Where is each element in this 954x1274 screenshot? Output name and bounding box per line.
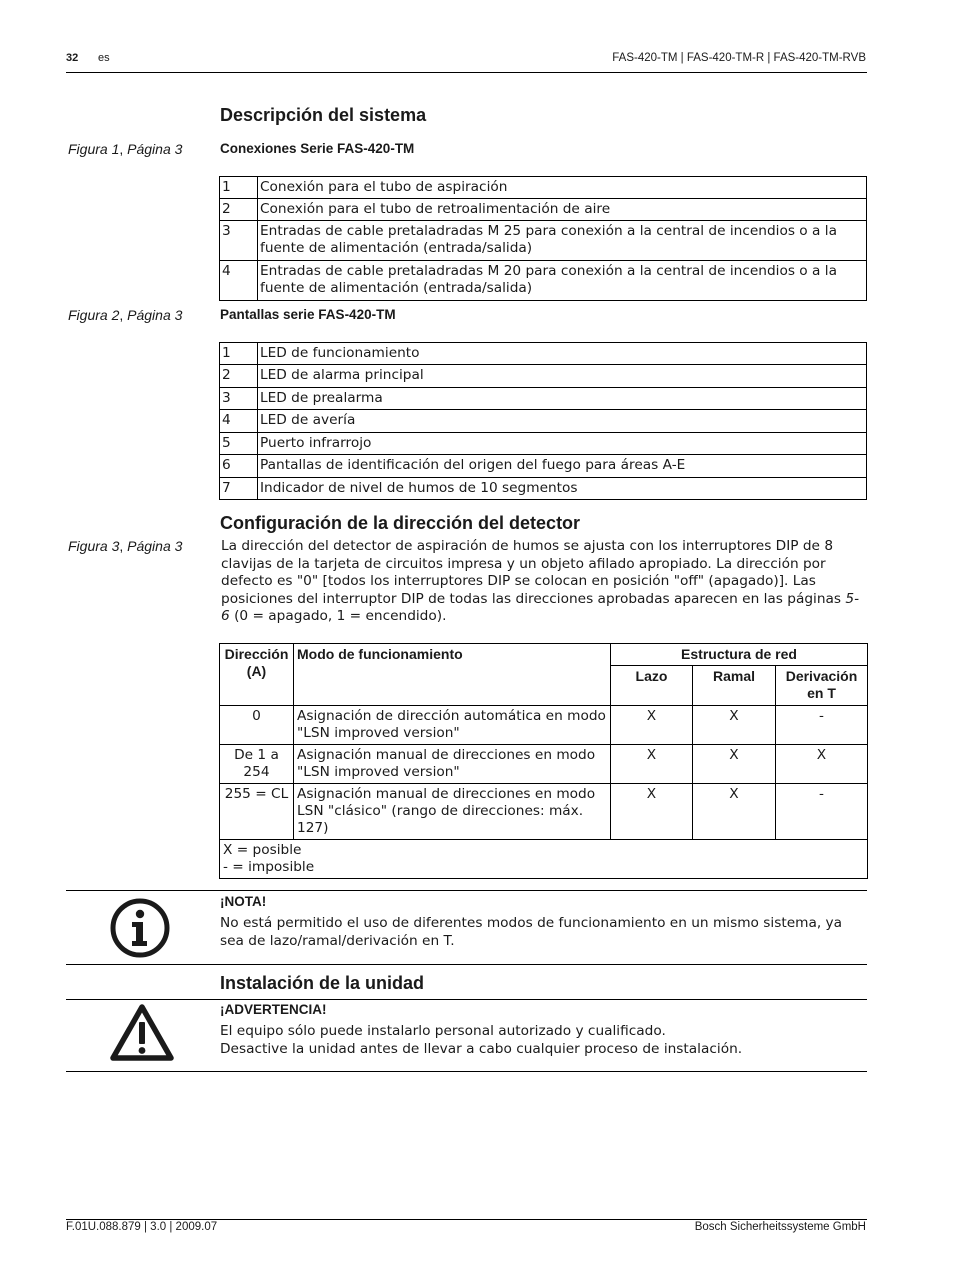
- row-stub: X: [693, 745, 776, 784]
- row-description: LED de funcionamiento: [258, 343, 867, 365]
- row-stub: X: [693, 706, 776, 745]
- row-description: Conexión para el tubo de retroalimentación de aire: [258, 199, 867, 221]
- row-mode: Asignación manual de direcciones en modo "LSN improved version": [294, 745, 611, 784]
- row-description: LED de prealarma: [258, 388, 867, 410]
- connections-table: [219, 176, 867, 301]
- row-address: 0: [220, 706, 294, 745]
- row-description: Puerto infrarrojo: [258, 433, 867, 455]
- legend-impossible: - = imposible: [223, 859, 315, 875]
- row-number: 4: [220, 410, 258, 433]
- figure-2-label: Figura 2: [68, 307, 120, 323]
- section-title-install: Instalación de la unidad: [220, 973, 425, 993]
- col-header-loop: Lazo: [611, 666, 693, 706]
- warning-line-2: Desactive la unidad antes de llevar a cabo cualquier proceso de instalación.: [220, 1040, 743, 1057]
- warning-line-1: El equipo sólo puede instalarlo personal autorizado y cualificado.: [220, 1023, 666, 1039]
- figure-1-ref: [68, 141, 182, 157]
- warning-icon: [108, 1002, 176, 1064]
- row-number: 1: [220, 177, 258, 199]
- document-id: F.01U.088.879 | 3.0 | 2009.07: [66, 1221, 218, 1233]
- table-row: [220, 261, 867, 301]
- info-icon: [108, 896, 172, 960]
- warning-title: ¡ADVERTENCIA!: [220, 1002, 327, 1017]
- table-row: [220, 706, 868, 745]
- row-loop: X: [611, 706, 693, 745]
- row-description: Entradas de cable pretaladradas M 25 para conexión a la central de incendios o a la fuente de alimentación (entrada/salida): [258, 221, 867, 261]
- row-description: Conexión para el tubo de aspiración: [258, 177, 867, 199]
- row-description: Indicador de nivel de humos de 10 segmentos: [258, 478, 867, 500]
- row-tee: -: [776, 706, 868, 745]
- row-stub: X: [693, 784, 776, 840]
- table-row: [220, 784, 868, 840]
- figure-2-ref: [68, 307, 182, 323]
- address-table: [219, 643, 868, 879]
- warning-text: [220, 1023, 870, 1058]
- note-rule-top: [66, 890, 867, 891]
- table-legend: [220, 840, 868, 879]
- table-row: [220, 455, 867, 478]
- row-number: 2: [220, 365, 258, 388]
- figure-1-page: Página 3: [127, 141, 183, 157]
- row-number: 2: [220, 199, 258, 221]
- figure-2-sep: ,: [119, 307, 128, 323]
- row-mode: Asignación manual de direcciones en modo LSN "clásico" (rango de direcciones: máx. 127): [294, 784, 611, 840]
- header-rule: [66, 72, 867, 73]
- footer-rule: [66, 1219, 867, 1220]
- figure-3-page: Página 3: [127, 538, 183, 554]
- table-row: [220, 365, 867, 388]
- row-address: De 1 a 254: [220, 745, 294, 784]
- figure-3-label: Figura 3: [68, 538, 120, 554]
- row-number: 6: [220, 455, 258, 478]
- table-row: [220, 199, 867, 221]
- row-address: 255 = CL: [220, 784, 294, 840]
- row-tee: -: [776, 784, 868, 840]
- figure-3-ref: [68, 538, 182, 554]
- page-number: 32: [66, 52, 79, 64]
- address-paragraph-pages: 5-6: [221, 590, 860, 625]
- col-header-stub: Ramal: [693, 666, 776, 706]
- row-number: 1: [220, 343, 258, 365]
- note-text: No está permitido el uso de diferentes modos de funcionamiento en un mismo sistema, ya sea de lazo/ramal/derivación en T.: [220, 915, 843, 949]
- col-header-mode: Modo de funcionamiento: [294, 644, 611, 706]
- figure-3-sep: ,: [119, 538, 128, 554]
- address-paragraph-a: La dirección del detector de aspiración de humos se ajusta con los interruptores DIP de 8 clavijas de la tarjeta de circuitos impresa y un objeto afilado apropiado. La dirección por defecto es "0" [todos los interruptores DIP se colocan en posición "off" (apagado)]. Las posiciones del interruptor DIP de todas las direcciones aprobadas aparecen en las páginas: [221, 538, 846, 607]
- col-header-network: Estructura de red: [611, 644, 868, 666]
- note-title: ¡NOTA!: [220, 894, 267, 909]
- figure-1-sep: ,: [119, 141, 128, 157]
- warning-rule-top: [66, 999, 867, 1000]
- row-number: 7: [220, 478, 258, 500]
- figure-2-page: Página 3: [127, 307, 183, 323]
- col-header-tee: Derivación en T: [776, 666, 868, 706]
- figure-1-label: Figura 1: [68, 141, 120, 157]
- language-code: es: [98, 52, 110, 64]
- row-loop: X: [611, 745, 693, 784]
- figure-2-caption: Pantallas serie FAS-420-TM: [220, 307, 396, 322]
- row-description: LED de alarma principal: [258, 365, 867, 388]
- table-row: [220, 745, 868, 784]
- row-description: Pantallas de identificación del origen del fuego para áreas A-E: [258, 455, 867, 478]
- table-row: [220, 388, 867, 410]
- product-names: FAS-420-TM | FAS-420-TM-R | FAS-420-TM-RVB: [612, 52, 866, 64]
- table-row: [220, 410, 867, 433]
- row-description: LED de avería: [258, 410, 867, 433]
- table-row: [220, 478, 867, 500]
- table-row: [220, 221, 867, 261]
- table-row: [220, 177, 867, 199]
- table-row: [220, 433, 867, 455]
- row-mode: Asignación de dirección automática en modo "LSN improved version": [294, 706, 611, 745]
- table-row: [220, 343, 867, 365]
- row-number: 5: [220, 433, 258, 455]
- displays-table: [219, 342, 867, 500]
- company-name: Bosch Sicherheitssysteme GmbH: [694, 1221, 866, 1233]
- section-title-system: Descripción del sistema: [220, 105, 427, 125]
- address-paragraph-b: (0 = apagado, 1 = encendido).: [229, 608, 447, 625]
- section-title-address: Configuración de la dirección del detector: [220, 513, 581, 533]
- row-loop: X: [611, 784, 693, 840]
- address-paragraph: [221, 538, 861, 626]
- row-description: Entradas de cable pretaladradas M 20 para conexión a la central de incendios o a la fuente de alimentación (entrada/salida): [258, 261, 867, 301]
- row-tee: X: [776, 745, 868, 784]
- note-rule-bottom: [66, 964, 867, 965]
- row-number: 3: [220, 388, 258, 410]
- row-number: 3: [220, 221, 258, 261]
- row-number: 4: [220, 261, 258, 301]
- legend-possible: X = posible: [223, 842, 302, 858]
- figure-1-caption: Conexiones Serie FAS-420-TM: [220, 141, 415, 156]
- col-header-address: Dirección (A): [220, 644, 294, 706]
- warning-rule-bottom: [66, 1071, 867, 1072]
